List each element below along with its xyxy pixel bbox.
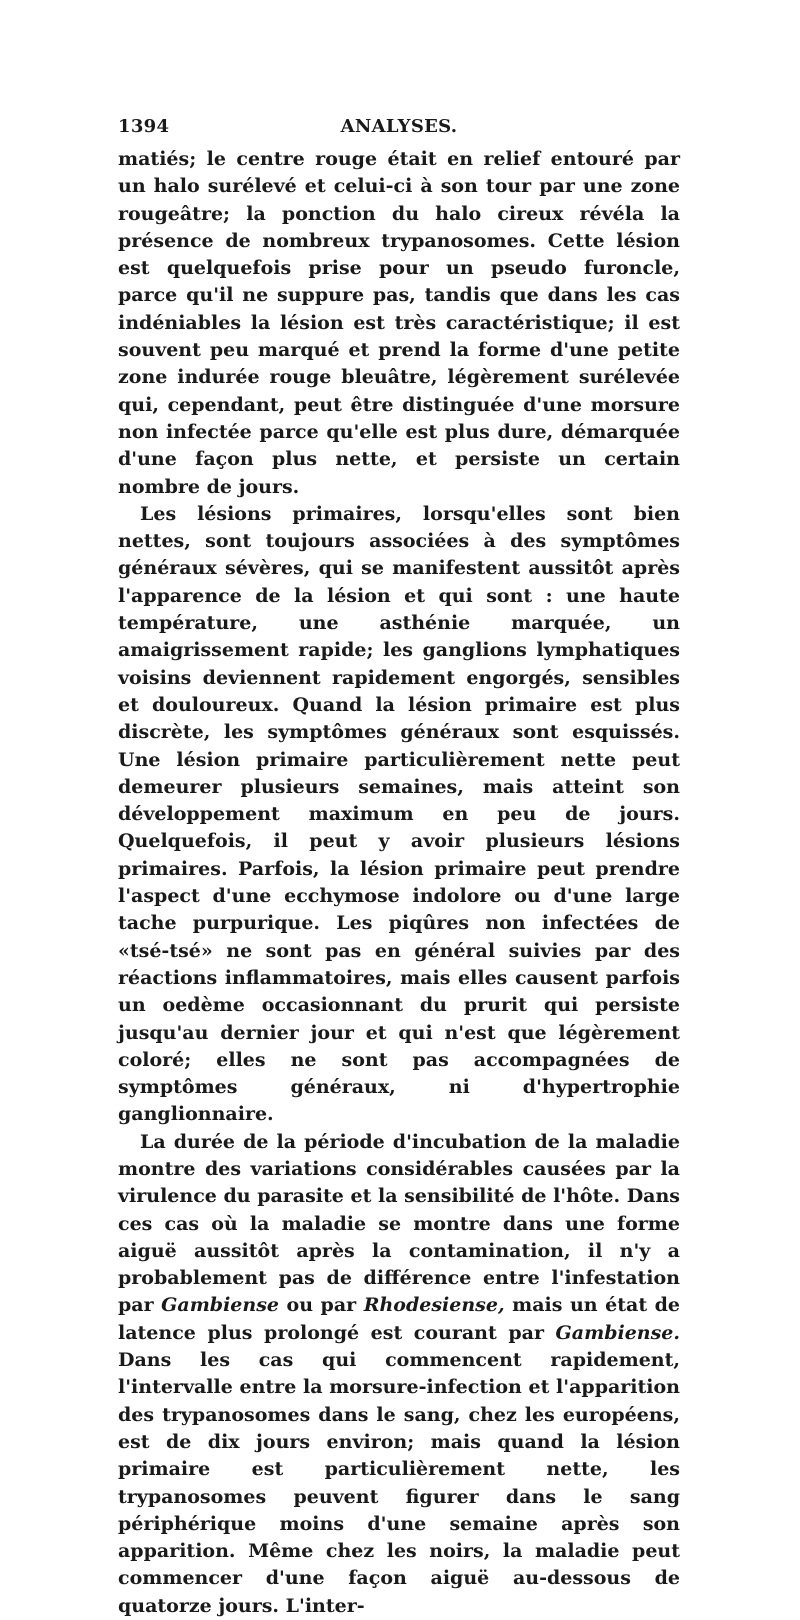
document-page bbox=[118, 116, 680, 1620]
paragraph-incubation-period bbox=[118, 1129, 680, 1620]
section-title: ANALYSES. bbox=[340, 116, 458, 137]
incubation-text-1: La durée de la période d'incubation de la maladie montre des variations considérables causées par la virulence du parasite et la sensibilité de l'hôte. Dans ces cas où la maladie se montre dans une forme aiguë aussitôt après la contamination, il n'y a probablement pas de différence entre l'infestation par bbox=[118, 1130, 680, 1317]
incubation-text-4: Dans les cas qui commencent rapidement, l'intervalle entre la morsure-infection et l'apparition des trypanosomes dans le sang, chez les européens, est de dix jours environ; mais quand la lésion primaire est particulièrement nette, les trypanosomes peuvent figurer dans le sang périphérique moins d'une semaine après son apparition. Même chez les noirs, la maladie peut commencer d'une façon aiguë au-dessous de quatorze jours. L'inter- bbox=[118, 1349, 680, 1617]
term-gambiense-2: Gambiense. bbox=[555, 1321, 680, 1344]
running-header bbox=[118, 116, 680, 144]
incubation-text-2: ou par bbox=[279, 1294, 364, 1317]
paragraph-continuation: matiés; le centre rouge était en relief entouré par un halo surélevé et celui-ci à son tour par une zone rougeâtre; la ponction du halo cireux révéla la présence de nombreux trypanosomes. Cette lésion est quelquefois prise pour un pseudo furoncle, parce qu'il ne suppure pas, tandis que dans les cas indéniables la lésion est très caractéristique; il est souvent peu marqué et prend la forme d'une petite zone indurée rouge bleuâtre, légèrement surélevée qui, cependant, peut être distinguée d'une morsure non infectée parce qu'elle est plus dure, démarquée d'une façon plus nette, et persiste un certain nombre de jours. bbox=[118, 148, 680, 498]
term-rhodesiense: Rhodesiense, bbox=[363, 1294, 505, 1317]
incubation-text-3: mais un état de latence plus prolongé est courant par bbox=[118, 1294, 680, 1344]
paragraph-primary-lesions: Les lésions primaires, lorsqu'elles sont bien nettes, sont toujours associées à des symptômes généraux sévères, qui se manifestent aussitôt après l'apparence de la lésion et qui sont : une haute température, une asthénie marquée, un amaigrissement rapide; les ganglions lymphatiques voisins deviennent rapidement engorgés, sensibles et douloureux. Quand la lésion primaire est plus discrète, les symptômes généraux sont esquissés. Une lésion primaire particulièrement nette peut demeurer plusieurs semaines, mais atteint son développement maximum en peu de jours. Quelquefois, il peut y avoir plusieurs lésions primaires. Parfois, la lésion primaire peut prendre l'aspect d'une ecchymose indolore ou d'une large tache purpurique. Les piqûres non infectées de «tsé-tsé» ne sont pas en général suivies par des réactions inflammatoires, mais elles causent parfois un oedème occasionnant du prurit qui persiste jusqu'au dernier jour et qui n'est que légèrement coloré; elles ne sont pas accompagnées de symptômes généraux, ni d'hypertrophie ganglionnaire. bbox=[118, 502, 680, 1126]
page-number: 1394 bbox=[118, 116, 170, 137]
term-gambiense: Gambiense bbox=[161, 1294, 279, 1317]
